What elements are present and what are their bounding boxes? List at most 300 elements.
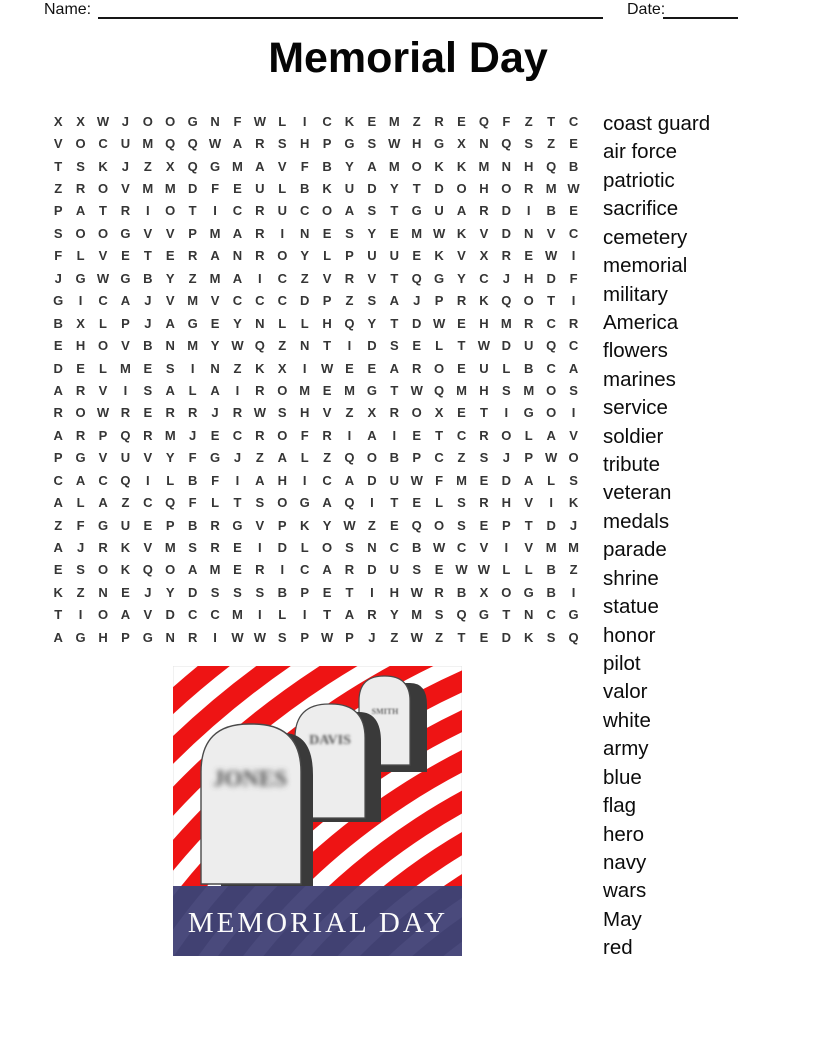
grid-letter[interactable]: Z — [412, 113, 421, 129]
grid-letter[interactable]: Q — [434, 382, 445, 398]
grid-letter[interactable]: I — [370, 584, 374, 600]
grid-letter[interactable]: G — [434, 270, 445, 286]
grid-letter[interactable]: P — [501, 517, 511, 533]
grid-letter[interactable]: I — [213, 629, 217, 645]
grid-letter[interactable]: R — [524, 181, 534, 197]
grid-letter[interactable]: I — [392, 427, 397, 443]
grid-letter[interactable]: G — [120, 225, 131, 241]
grid-letter[interactable]: W — [545, 450, 558, 466]
grid-letter[interactable]: A — [53, 629, 63, 645]
grid-letter[interactable]: A — [165, 382, 175, 398]
grid-letter[interactable]: D — [501, 338, 512, 354]
grid-letter[interactable]: C — [456, 427, 467, 443]
grid-letter[interactable]: R — [165, 405, 175, 421]
grid-letter[interactable]: P — [524, 450, 534, 466]
grid-letter[interactable]: V — [479, 225, 489, 241]
grid-letter[interactable]: D — [412, 315, 422, 331]
grid-letter[interactable]: V — [322, 405, 332, 421]
grid-letter[interactable]: I — [190, 360, 195, 376]
grid-letter[interactable]: Z — [435, 629, 444, 645]
grid-letter[interactable]: L — [435, 495, 444, 511]
grid-letter[interactable]: V — [277, 158, 287, 174]
grid-letter[interactable]: V — [121, 181, 130, 197]
grid-letter[interactable]: Y — [457, 270, 466, 286]
grid-letter[interactable]: E — [524, 248, 534, 264]
grid-letter[interactable]: G — [187, 315, 198, 331]
grid-letter[interactable]: E — [233, 181, 242, 197]
word-search-grid[interactable] — [47, 110, 585, 649]
grid-letter[interactable]: G — [434, 136, 445, 152]
grid-letter[interactable]: X — [457, 136, 466, 152]
grid-letter[interactable]: O — [546, 405, 557, 421]
grid-letter[interactable]: Q — [120, 427, 131, 443]
grid-letter[interactable]: B — [412, 540, 422, 556]
grid-letter[interactable]: R — [143, 427, 153, 443]
grid-letter[interactable]: M — [388, 113, 400, 129]
grid-letter[interactable]: R — [187, 248, 198, 264]
grid-letter[interactable]: T — [457, 338, 466, 354]
grid-letter[interactable]: A — [53, 427, 63, 443]
grid-letter[interactable]: E — [457, 315, 466, 331]
grid-letter[interactable]: F — [502, 113, 511, 129]
grid-letter[interactable]: E — [434, 562, 444, 578]
grid-letter[interactable]: G — [232, 517, 243, 533]
grid-letter[interactable]: B — [568, 158, 579, 174]
grid-letter[interactable]: Z — [524, 113, 533, 129]
grid-letter[interactable]: W — [343, 517, 356, 533]
grid-letter[interactable]: R — [434, 584, 444, 600]
grid-letter[interactable]: U — [120, 450, 131, 466]
grid-letter[interactable]: E — [389, 225, 399, 241]
grid-letter[interactable]: Z — [143, 158, 152, 174]
grid-letter[interactable]: C — [210, 607, 220, 623]
grid-letter[interactable]: T — [188, 203, 197, 219]
grid-letter[interactable]: J — [233, 450, 242, 466]
grid-letter[interactable]: V — [143, 450, 153, 466]
grid-letter[interactable]: O — [97, 562, 109, 578]
grid-letter[interactable]: M — [142, 136, 154, 152]
grid-letter[interactable]: B — [546, 562, 556, 578]
grid-letter[interactable]: L — [300, 450, 309, 466]
grid-letter[interactable]: T — [435, 427, 444, 443]
grid-letter[interactable]: A — [210, 248, 220, 264]
grid-letter[interactable]: W — [432, 315, 446, 331]
grid-letter[interactable]: D — [546, 270, 556, 286]
grid-letter[interactable]: R — [322, 427, 332, 443]
grid-letter[interactable]: X — [53, 113, 63, 129]
grid-letter[interactable]: E — [345, 360, 354, 376]
grid-letter[interactable]: I — [213, 203, 217, 219]
grid-letter[interactable]: M — [164, 427, 176, 443]
grid-letter[interactable]: F — [76, 517, 85, 533]
grid-letter[interactable]: H — [98, 629, 108, 645]
grid-letter[interactable]: H — [322, 315, 332, 331]
grid-letter[interactable]: W — [388, 136, 401, 152]
grid-letter[interactable]: S — [367, 136, 377, 152]
grid-letter[interactable]: K — [479, 293, 489, 309]
grid-letter[interactable]: K — [98, 158, 108, 174]
grid-letter[interactable]: A — [456, 203, 467, 219]
grid-letter[interactable]: R — [255, 136, 265, 152]
grid-letter[interactable]: Q — [411, 517, 422, 533]
grid-letter[interactable]: G — [568, 607, 579, 623]
grid-letter[interactable]: S — [255, 495, 265, 511]
grid-letter[interactable]: M — [456, 382, 467, 398]
grid-letter[interactable]: F — [54, 248, 63, 264]
grid-letter[interactable]: E — [569, 136, 578, 152]
grid-letter[interactable]: Z — [457, 450, 466, 466]
grid-letter[interactable]: C — [53, 472, 63, 488]
grid-letter[interactable]: J — [368, 629, 376, 645]
grid-letter[interactable]: E — [322, 382, 332, 398]
grid-letter[interactable]: O — [501, 427, 512, 443]
grid-letter[interactable]: W — [477, 338, 491, 354]
grid-letter[interactable]: I — [302, 472, 307, 488]
grid-letter[interactable]: A — [165, 315, 175, 331]
grid-letter[interactable]: O — [366, 450, 377, 466]
grid-letter[interactable]: F — [569, 270, 578, 286]
grid-letter[interactable]: O — [277, 495, 288, 511]
grid-letter[interactable]: V — [457, 248, 466, 264]
grid-letter[interactable]: R — [232, 405, 243, 421]
grid-letter[interactable]: S — [165, 360, 175, 376]
grid-letter[interactable]: Q — [120, 472, 131, 488]
grid-letter[interactable]: D — [546, 517, 556, 533]
grid-letter[interactable]: U — [389, 562, 399, 578]
grid-letter[interactable]: L — [188, 382, 197, 398]
grid-letter[interactable]: B — [143, 338, 153, 354]
grid-letter[interactable]: P — [345, 629, 354, 645]
grid-letter[interactable]: R — [53, 405, 63, 421]
grid-letter[interactable]: B — [299, 181, 310, 197]
grid-letter[interactable]: S — [546, 629, 556, 645]
grid-letter[interactable]: E — [233, 540, 242, 556]
grid-letter[interactable]: O — [97, 225, 109, 241]
grid-letter[interactable]: H — [299, 136, 310, 152]
grid-letter[interactable]: G — [523, 405, 534, 421]
grid-letter[interactable]: A — [322, 495, 332, 511]
grid-letter[interactable]: Q — [456, 607, 467, 623]
grid-letter[interactable]: H — [501, 495, 512, 511]
grid-letter[interactable]: W — [410, 629, 423, 645]
grid-letter[interactable]: H — [75, 338, 86, 354]
grid-letter[interactable]: J — [121, 113, 130, 129]
grid-letter[interactable]: W — [231, 629, 244, 645]
grid-letter[interactable]: P — [300, 584, 309, 600]
grid-letter[interactable]: W — [253, 629, 266, 645]
grid-letter[interactable]: S — [277, 629, 287, 645]
grid-letter[interactable]: E — [121, 248, 130, 264]
grid-letter[interactable]: H — [412, 136, 422, 152]
grid-letter[interactable]: P — [345, 248, 354, 264]
grid-letter[interactable]: A — [53, 540, 63, 556]
grid-letter[interactable]: Q — [165, 495, 176, 511]
grid-letter[interactable]: Q — [187, 136, 198, 152]
grid-letter[interactable]: T — [143, 248, 152, 264]
grid-letter[interactable]: Q — [546, 158, 557, 174]
grid-letter[interactable]: A — [344, 203, 355, 219]
grid-letter[interactable]: E — [76, 360, 85, 376]
grid-letter[interactable]: A — [344, 472, 355, 488]
grid-letter[interactable]: O — [546, 382, 557, 398]
grid-letter[interactable]: A — [232, 270, 243, 286]
grid-letter[interactable]: U — [434, 203, 444, 219]
grid-letter[interactable]: I — [235, 472, 240, 488]
grid-letter[interactable]: E — [165, 248, 175, 264]
grid-letter[interactable]: T — [502, 607, 511, 623]
grid-letter[interactable]: H — [479, 382, 489, 398]
grid-letter[interactable]: P — [98, 427, 108, 443]
grid-letter[interactable]: Y — [367, 315, 377, 331]
grid-letter[interactable]: C — [232, 293, 243, 309]
grid-letter[interactable]: W — [96, 113, 110, 129]
grid-letter[interactable]: P — [165, 517, 175, 533]
grid-letter[interactable]: F — [300, 158, 309, 174]
grid-letter[interactable]: W — [432, 225, 446, 241]
grid-letter[interactable]: W — [253, 113, 266, 129]
grid-letter[interactable]: T — [390, 203, 399, 219]
grid-letter[interactable]: E — [210, 427, 220, 443]
grid-letter[interactable]: G — [478, 607, 489, 623]
grid-letter[interactable]: C — [98, 136, 108, 152]
grid-letter[interactable]: O — [434, 360, 445, 376]
grid-letter[interactable]: B — [143, 270, 153, 286]
grid-letter[interactable]: O — [411, 158, 422, 174]
grid-letter[interactable]: R — [75, 382, 86, 398]
grid-letter[interactable]: R — [479, 203, 489, 219]
grid-letter[interactable]: B — [546, 584, 556, 600]
grid-letter[interactable]: A — [53, 495, 63, 511]
grid-letter[interactable]: L — [278, 315, 287, 331]
grid-letter[interactable]: S — [457, 495, 466, 511]
grid-letter[interactable]: C — [434, 450, 444, 466]
grid-letter[interactable]: I — [258, 540, 262, 556]
grid-letter[interactable]: Z — [367, 517, 376, 533]
grid-letter[interactable]: J — [54, 270, 62, 286]
grid-letter[interactable]: M — [187, 338, 199, 354]
grid-letter[interactable]: C — [568, 338, 579, 354]
grid-letter[interactable]: R — [367, 607, 377, 623]
grid-letter[interactable]: H — [479, 315, 489, 331]
grid-letter[interactable]: R — [412, 360, 422, 376]
grid-letter[interactable]: I — [280, 562, 285, 578]
grid-letter[interactable]: C — [143, 495, 153, 511]
grid-letter[interactable]: T — [412, 181, 421, 197]
grid-letter[interactable]: F — [188, 450, 197, 466]
grid-letter[interactable]: T — [233, 495, 242, 511]
grid-letter[interactable]: O — [568, 450, 579, 466]
grid-letter[interactable]: A — [53, 382, 63, 398]
grid-letter[interactable]: N — [255, 315, 265, 331]
grid-letter[interactable]: I — [347, 338, 352, 354]
grid-letter[interactable]: A — [546, 427, 556, 443]
grid-letter[interactable]: O — [322, 203, 333, 219]
grid-letter[interactable]: V — [569, 427, 578, 443]
grid-letter[interactable]: K — [344, 113, 355, 129]
grid-letter[interactable]: E — [322, 225, 332, 241]
grid-letter[interactable]: C — [187, 607, 198, 623]
grid-letter[interactable]: U — [277, 203, 287, 219]
grid-letter[interactable]: A — [187, 562, 198, 578]
grid-letter[interactable]: Y — [389, 181, 399, 197]
grid-letter[interactable]: C — [299, 562, 310, 578]
grid-letter[interactable]: U — [479, 360, 489, 376]
grid-letter[interactable]: E — [569, 203, 578, 219]
grid-letter[interactable]: I — [302, 113, 307, 129]
grid-letter[interactable]: A — [367, 158, 377, 174]
grid-letter[interactable]: R — [187, 629, 198, 645]
grid-letter[interactable]: N — [299, 225, 310, 241]
grid-letter[interactable]: G — [142, 629, 153, 645]
grid-letter[interactable]: O — [434, 517, 445, 533]
grid-letter[interactable]: O — [277, 382, 288, 398]
grid-letter[interactable]: P — [188, 225, 197, 241]
grid-letter[interactable]: K — [299, 517, 310, 533]
grid-letter[interactable]: V — [165, 293, 175, 309]
grid-letter[interactable]: V — [367, 270, 377, 286]
grid-letter[interactable]: E — [412, 427, 422, 443]
grid-letter[interactable]: R — [187, 405, 198, 421]
grid-letter[interactable]: V — [322, 270, 332, 286]
grid-letter[interactable]: R — [255, 382, 265, 398]
grid-letter[interactable]: O — [165, 562, 176, 578]
grid-letter[interactable]: E — [143, 405, 153, 421]
grid-letter[interactable]: Q — [165, 136, 176, 152]
grid-letter[interactable]: L — [524, 562, 533, 578]
grid-letter[interactable]: T — [547, 293, 556, 309]
grid-letter[interactable]: J — [211, 405, 219, 421]
grid-letter[interactable]: S — [524, 136, 534, 152]
grid-letter[interactable]: F — [233, 113, 242, 129]
grid-letter[interactable]: X — [165, 158, 175, 174]
grid-letter[interactable]: M — [411, 607, 423, 623]
grid-letter[interactable]: V — [121, 338, 130, 354]
grid-letter[interactable]: Z — [76, 584, 85, 600]
grid-letter[interactable]: L — [211, 495, 220, 511]
grid-letter[interactable]: A — [98, 495, 108, 511]
grid-letter[interactable]: V — [143, 540, 153, 556]
grid-letter[interactable]: L — [76, 248, 85, 264]
grid-letter[interactable]: E — [53, 562, 63, 578]
grid-letter[interactable]: E — [143, 517, 153, 533]
grid-letter[interactable]: I — [235, 382, 240, 398]
grid-letter[interactable]: O — [97, 607, 109, 623]
grid-letter[interactable]: O — [411, 405, 422, 421]
grid-letter[interactable]: N — [232, 248, 243, 264]
grid-letter[interactable]: I — [258, 607, 262, 623]
grid-letter[interactable]: V — [255, 517, 265, 533]
grid-letter[interactable]: R — [344, 270, 355, 286]
grid-letter[interactable]: O — [75, 136, 86, 152]
grid-letter[interactable]: V — [524, 495, 534, 511]
grid-letter[interactable]: T — [547, 113, 556, 129]
grid-letter[interactable]: V — [210, 293, 220, 309]
grid-letter[interactable]: V — [479, 540, 489, 556]
grid-letter[interactable]: A — [255, 472, 265, 488]
grid-letter[interactable]: I — [302, 607, 307, 623]
grid-letter[interactable]: R — [120, 405, 131, 421]
grid-letter[interactable]: U — [389, 472, 399, 488]
grid-letter[interactable]: M — [299, 382, 311, 398]
grid-letter[interactable]: W — [320, 360, 334, 376]
grid-letter[interactable]: Y — [367, 225, 377, 241]
grid-letter[interactable]: P — [300, 629, 309, 645]
grid-letter[interactable]: Y — [300, 248, 309, 264]
grid-letter[interactable]: T — [390, 315, 399, 331]
grid-letter[interactable]: U — [120, 136, 131, 152]
grid-letter[interactable]: Q — [501, 136, 512, 152]
grid-letter[interactable]: O — [75, 405, 86, 421]
grid-letter[interactable]: V — [546, 225, 556, 241]
grid-letter[interactable]: P — [121, 629, 130, 645]
grid-letter[interactable]: M — [523, 382, 535, 398]
grid-letter[interactable]: U — [524, 338, 534, 354]
grid-letter[interactable]: F — [300, 427, 309, 443]
grid-letter[interactable]: B — [277, 584, 287, 600]
grid-letter[interactable]: X — [76, 315, 85, 331]
grid-letter[interactable]: Z — [121, 495, 130, 511]
grid-letter[interactable]: T — [323, 607, 332, 623]
grid-letter[interactable]: C — [277, 293, 287, 309]
grid-letter[interactable]: B — [187, 517, 198, 533]
grid-letter[interactable]: L — [300, 540, 309, 556]
grid-letter[interactable]: S — [143, 382, 153, 398]
grid-letter[interactable]: S — [53, 225, 63, 241]
grid-letter[interactable]: Z — [300, 270, 309, 286]
grid-letter[interactable]: O — [277, 427, 288, 443]
grid-letter[interactable]: K — [255, 360, 265, 376]
grid-letter[interactable]: O — [97, 181, 109, 197]
grid-letter[interactable]: V — [143, 607, 153, 623]
grid-letter[interactable]: S — [367, 293, 377, 309]
grid-letter[interactable]: X — [76, 113, 85, 129]
grid-letter[interactable]: S — [367, 203, 377, 219]
grid-letter[interactable]: O — [322, 540, 333, 556]
grid-letter[interactable]: E — [210, 315, 220, 331]
grid-letter[interactable]: Q — [546, 338, 557, 354]
grid-letter[interactable]: L — [278, 607, 287, 623]
grid-letter[interactable]: B — [524, 360, 534, 376]
grid-letter[interactable]: Q — [411, 270, 422, 286]
grid-letter[interactable]: C — [322, 472, 332, 488]
grid-letter[interactable]: A — [75, 203, 86, 219]
grid-letter[interactable]: X — [434, 405, 444, 421]
grid-letter[interactable]: C — [546, 360, 556, 376]
grid-letter[interactable]: J — [502, 270, 510, 286]
grid-letter[interactable]: A — [75, 472, 86, 488]
grid-letter[interactable]: T — [54, 607, 63, 623]
grid-letter[interactable]: A — [255, 158, 265, 174]
grid-letter[interactable]: W — [96, 270, 110, 286]
grid-letter[interactable]: D — [434, 181, 444, 197]
grid-letter[interactable]: E — [479, 472, 489, 488]
grid-letter[interactable]: H — [277, 472, 287, 488]
grid-letter[interactable]: F — [211, 181, 220, 197]
grid-letter[interactable]: K — [434, 248, 444, 264]
grid-letter[interactable]: D — [367, 181, 377, 197]
grid-letter[interactable]: G — [97, 517, 109, 533]
grid-letter[interactable]: J — [189, 427, 197, 443]
grid-letter[interactable]: W — [410, 382, 423, 398]
grid-letter[interactable]: R — [389, 405, 399, 421]
grid-letter[interactable]: S — [501, 382, 511, 398]
grid-letter[interactable]: I — [504, 405, 509, 421]
grid-letter[interactable]: S — [479, 450, 489, 466]
grid-letter[interactable]: K — [456, 225, 467, 241]
grid-letter[interactable]: E — [121, 584, 130, 600]
grid-letter[interactable]: R — [210, 517, 220, 533]
grid-letter[interactable]: Q — [478, 113, 489, 129]
